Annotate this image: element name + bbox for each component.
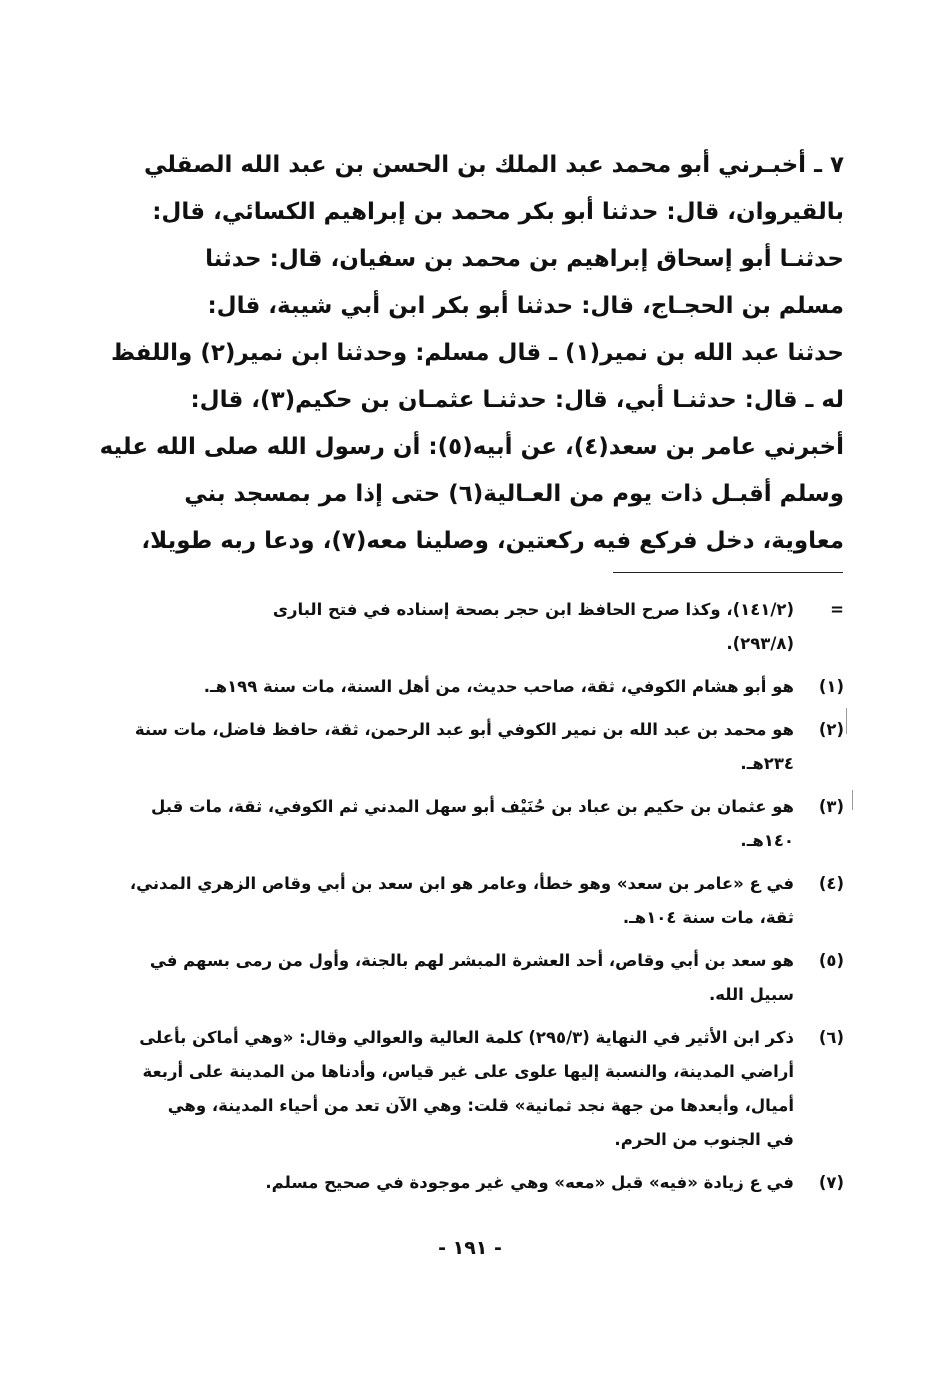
footnote-line: أراضي المدينة، والنسبة إليها علوى على غير قياس، وأدناها من المدينة على أربعة [142, 1062, 794, 1081]
footnote-line: في ع زيادة «فيه» قبل «معه» وهي غير موجودة في صحيح مسلم. [265, 1173, 794, 1192]
main-paragraph [99, 142, 844, 565]
footnote-number: (٢) [818, 720, 844, 739]
footnote-7 [128, 1166, 844, 1200]
footnote-separator [613, 572, 843, 573]
footnote-line: ذكر ابن الأثير في النهاية (٢٩٥/٣) كلمة العالية والعوالي وقال: «وهي أماكن بأعلى [139, 1028, 794, 1047]
footnote-6 [128, 1021, 844, 1157]
main-line: مسلم بن الحجـاج، قال: حدثنا أبو بكر ابن أبي شيبة، قال: [207, 293, 844, 319]
hadith-number: ٧ ـ [814, 152, 844, 178]
main-line: بالقيروان، قال: حدثنا أبو بكر محمد بن إبراهيم الكسائي، قال: [152, 199, 844, 225]
footnote-4 [128, 867, 844, 935]
footnote-line: هو سعد بن أبي وقاص، أحد العشرة المبشر لهم بالجنة، وأول من رمى بسهم في [149, 951, 794, 970]
footnote-number: (٣) [818, 797, 844, 816]
footnote-line: (٢٩٣/٨). [726, 634, 794, 653]
footnote-number: (٥) [818, 951, 844, 970]
footnote-number: = [830, 600, 844, 619]
footnote-3 [128, 790, 844, 858]
main-line: حدثنـا أبو إسحاق إبراهيم بن محمد بن سفيان، قال: حدثنا [205, 246, 844, 272]
footnote-line: هو محمد بن عبد الله بن نمير الكوفي أبو عبد الرحمن، ثقة، حافظ فاضل، مات سنة [134, 720, 794, 739]
footnote-line: أميال، وأبعدها من جهة نجد ثمانية» قلت: وهي الآن تعد من أحياء المدينة، وهي [167, 1096, 794, 1115]
footnotes [128, 593, 844, 1209]
main-line: ٧ ـ أخبـرني أبو محمد عبد الملك بن الحسن بن عبد الله الصقلي [128, 142, 844, 189]
scan-artifact [846, 708, 847, 734]
footnote-line: في ع «عامر بن سعد» وهو خطأ، وعامر هو ابن سعد بن أبي وقاص الزهري المدني، [129, 874, 794, 893]
footnote-line: سبيل الله. [708, 985, 794, 1004]
footnote-number: (٤) [818, 874, 844, 893]
footnote-line: هو عثمان بن حكيم بن عباد بن حُنَيْف أبو سهل المدني ثم الكوفي، ثقة، مات قبل [151, 797, 794, 816]
main-line: أخبرني عامر بن سعد(٤)، عن أبيه(٥): أن رسول الله صلى الله عليه [99, 434, 844, 460]
footnote-line: (١٤١/٢)، وكذا صرح الحافظ ابن حجر بصحة إسناده في فتح البارى [272, 600, 794, 619]
footnote-line: ثقة، مات سنة ١٠٤هـ. [622, 908, 794, 927]
footnote-2 [128, 713, 844, 781]
footnote-continuation [128, 593, 844, 661]
footnote-5 [128, 944, 844, 1012]
footnote-line: هو أبو هشام الكوفي، ثقة، صاحب حديث، من أهل السنة، مات سنة ١٩٩هـ. [203, 677, 794, 696]
footnote-1 [128, 670, 844, 704]
footnote-number: (٦) [818, 1028, 844, 1047]
footnote-line: ٢٣٤هـ. [740, 754, 794, 773]
page-number: - ١٩١ - [438, 1237, 502, 1259]
main-line: وسلم أقبـل ذات يوم من العـالية(٦) حتى إذا مر بمسجد بني [184, 481, 844, 507]
footnote-number: (١) [818, 677, 844, 696]
scan-artifact [852, 790, 853, 810]
main-line: له ـ قال: حدثنـا أبي، قال: حدثنـا عثمـان بن حكيم(٣)، قال: [190, 387, 844, 413]
footnote-line: ١٤٠هـ. [740, 831, 794, 850]
footnote-number: (٧) [818, 1173, 844, 1192]
main-line: حدثنا عبد الله بن نمير(١) ـ قال مسلم: وحدثنا ابن نمير(٢) واللفظ [110, 340, 844, 366]
footnote-line: في الجنوب من الحرم. [614, 1130, 794, 1149]
main-line: معاوية، دخل فركع فيه ركعتين، وصلينا معه(٧)، ودعا ربه طويلا، [141, 528, 844, 554]
